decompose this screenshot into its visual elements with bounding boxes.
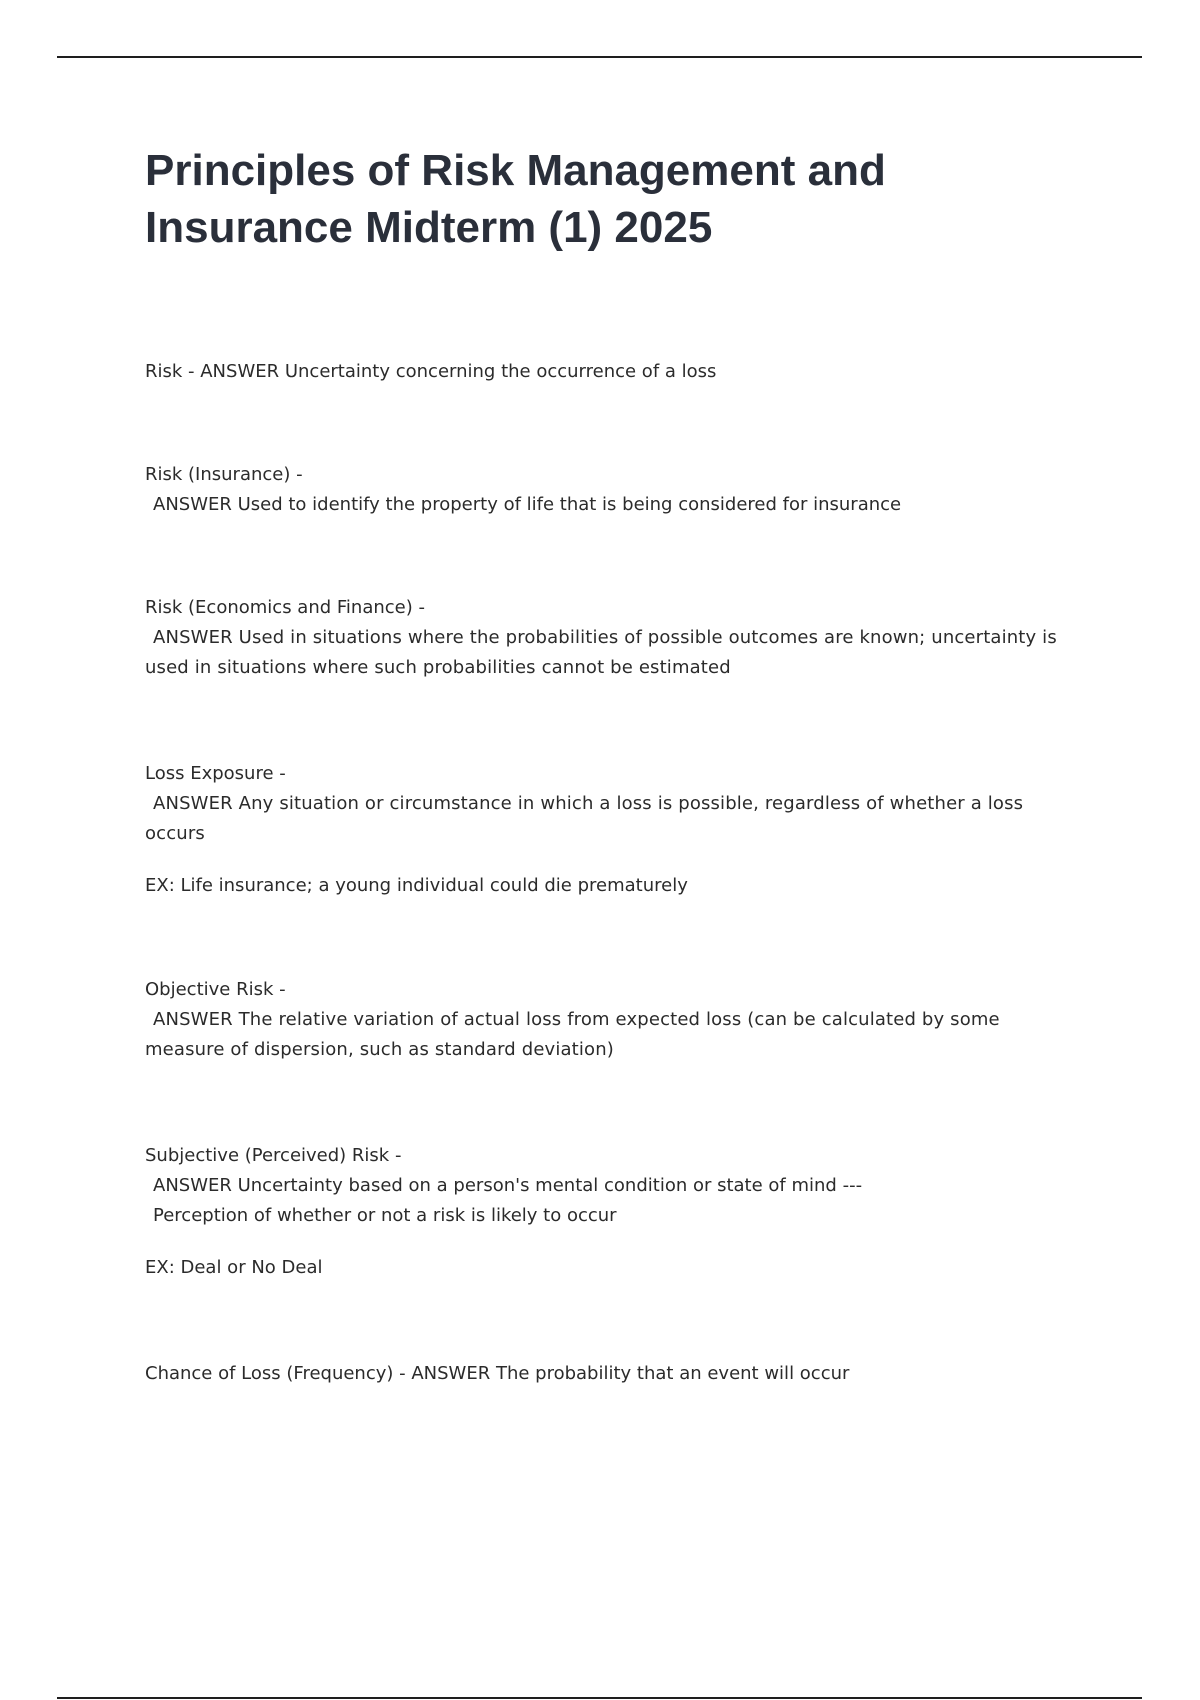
entry-risk-insurance (145, 460, 1085, 520)
entry-term: Risk (Economics and Finance) - (145, 597, 425, 618)
entry-loss-exposure (145, 759, 1085, 901)
entry-subjective-risk (145, 1141, 1085, 1283)
entry-risk-economics (145, 593, 1085, 683)
entry-term: Chance of Loss (Frequency) - ANSWER The probability that an event will occur (145, 1363, 850, 1384)
entry-answer: ANSWER Used in situations where the probabilities of possible outcomes are known; uncertainty is used in situations where such probabilities cannot be estimated (145, 627, 1057, 678)
entry-term: Risk - ANSWER Uncertainty concerning the occurrence of a loss (145, 361, 717, 382)
entry-term: Risk (Insurance) - (145, 464, 303, 485)
entry-example: EX: Life insurance; a young individual could die prematurely (145, 875, 688, 896)
entry-chance-of-loss (145, 1359, 1085, 1389)
entry-term: Loss Exposure - (145, 763, 286, 784)
entry-term: Subjective (Perceived) Risk - (145, 1145, 402, 1166)
document-title: Principles of Risk Management and Insurance Midterm (1) 2025 (145, 146, 886, 252)
entry-term: Objective Risk - (145, 979, 286, 1000)
entry-answer: ANSWER The relative variation of actual loss from expected loss (can be calculated by some measure of dispersion, such as standard deviation) (145, 1009, 1000, 1060)
entry-example: EX: Deal or No Deal (145, 1257, 323, 1278)
footer-rule (57, 1697, 1142, 1699)
entry-objective-risk (145, 975, 1085, 1065)
entry-answer-continued: Perception of whether or not a risk is likely to occur (153, 1205, 617, 1226)
entry-answer: ANSWER Any situation or circumstance in which a loss is possible, regardless of whether a loss occurs (145, 793, 1024, 844)
entry-answer: ANSWER Uncertainty based on a person's mental condition or state of mind --- (153, 1175, 863, 1196)
entry-risk (145, 357, 1085, 387)
entry-answer: ANSWER Used to identify the property of life that is being considered for insurance (153, 494, 902, 515)
header-rule (57, 56, 1142, 58)
